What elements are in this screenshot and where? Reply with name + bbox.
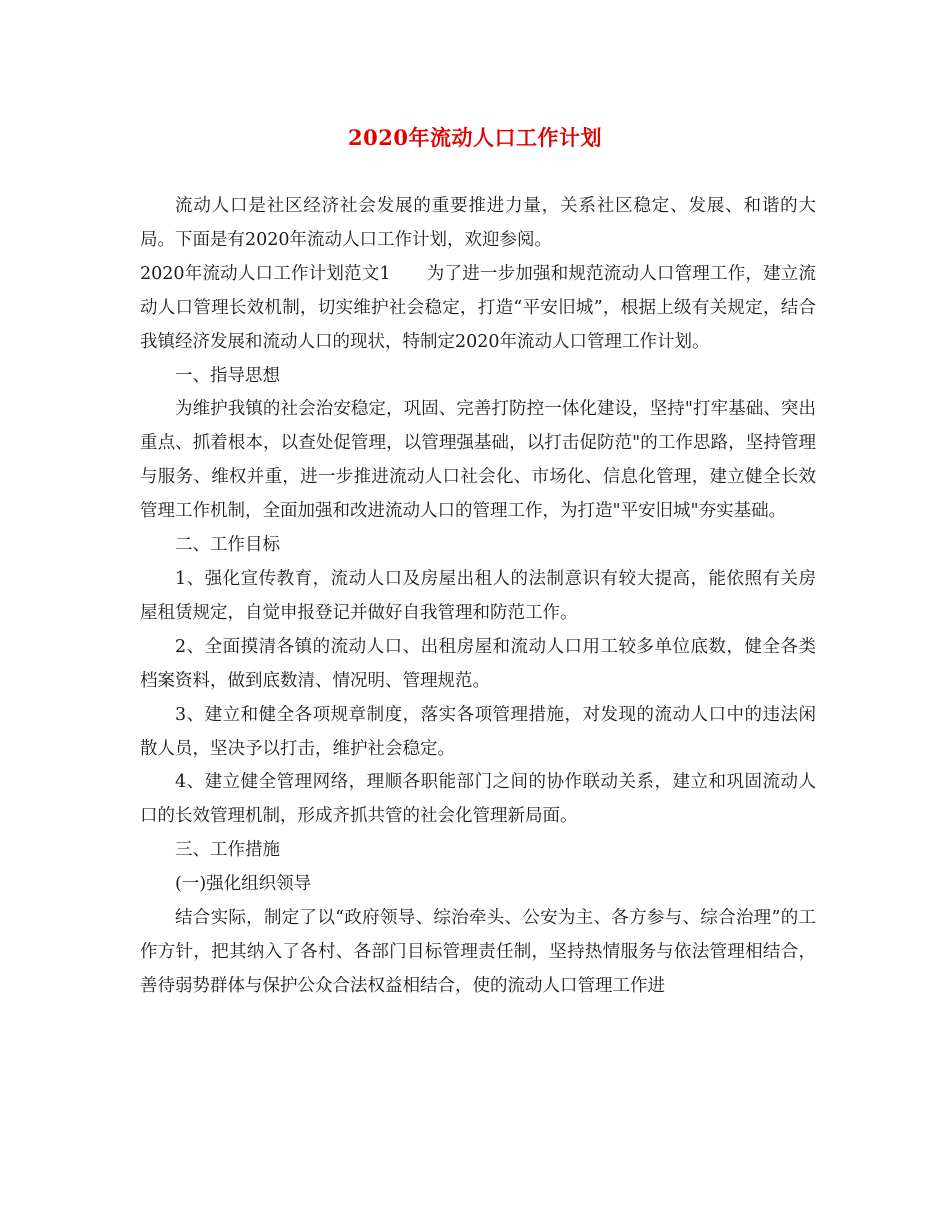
section1-heading: 一、指导思想: [175, 365, 280, 386]
section1-body: 为维护我镇的社会治安稳定，巩固、完善打防控一体化建设，坚持"打牢基础、突出重点、抓着根本，以查处促管理，以管理强基础，以打击促防范"的工作思路，坚持管理与服务、维权并重，进一步推进流动人口社会化、市场化、信息化管理，建立健全长效管理工作机制，全面加强和改进流动人口的管理工作，为打造"平安旧城"夯实基础。: [140, 399, 816, 522]
sample-heading: 2020年流动人口工作计划范文1: [140, 263, 391, 284]
intro-paragraph: 流动人口是社区经济社会发展的重要推进力量，关系社区稳定、发展、和谐的大局。下面是有2020年流动人口工作计划，欢迎参阅。: [140, 196, 816, 250]
goal-3: 3、建立和健全各项规章制度，落实各项管理措施，对发现的流动人口中的违法闲散人员，坚决予以打击，维护社会稳定。: [140, 704, 816, 759]
goal-4: 4、建立健全管理网络，理顺各职能部门之间的协作联动关系，建立和巩固流动人口的长效管理机制，形成齐抓共管的社会化管理新局面。: [140, 772, 816, 827]
goal-1: 1、强化宣传教育，流动人口及房屋出租人的法制意识有较大提高，能依照有关房屋租赁规定，自觉申报登记并做好自我管理和防范工作。: [140, 568, 816, 623]
document-title: 2020年流动人口工作计划: [348, 125, 602, 150]
sample-paragraph: [140, 258, 816, 360]
goal-2: 2、全面摸清各镇的流动人口、出租房屋和流动人口用工较多单位底数，健全各类档案资料，做到底数清、情况明、管理规范。: [140, 636, 816, 691]
section2-heading: 二、工作目标: [175, 535, 280, 556]
document-body: [140, 190, 816, 1004]
measure1-heading: (一)强化组织领导: [175, 874, 312, 895]
measure1-body: 结合实际，制定了以“政府领导、综治牵头、公安为主、各方参与、综合治理”的工作方针，把其纳入了各村、各部门目标管理责任制，坚持热情服务与依法管理相结合，善待弱势群体与保护公众合法权益相结合，使的流动人口管理工作进: [140, 908, 816, 996]
sample-opening: 为了进一步加强和规范流动人口管理工作，建立流动人口管理长效机制，切实维护社会稳定，打造“平安旧城”，根据上级有关规定，结合我镇经济发展和流动人口的现状，特制定2020年流动人口管理工作计划。: [140, 263, 817, 352]
section3-heading: 三、工作措施: [175, 840, 280, 861]
